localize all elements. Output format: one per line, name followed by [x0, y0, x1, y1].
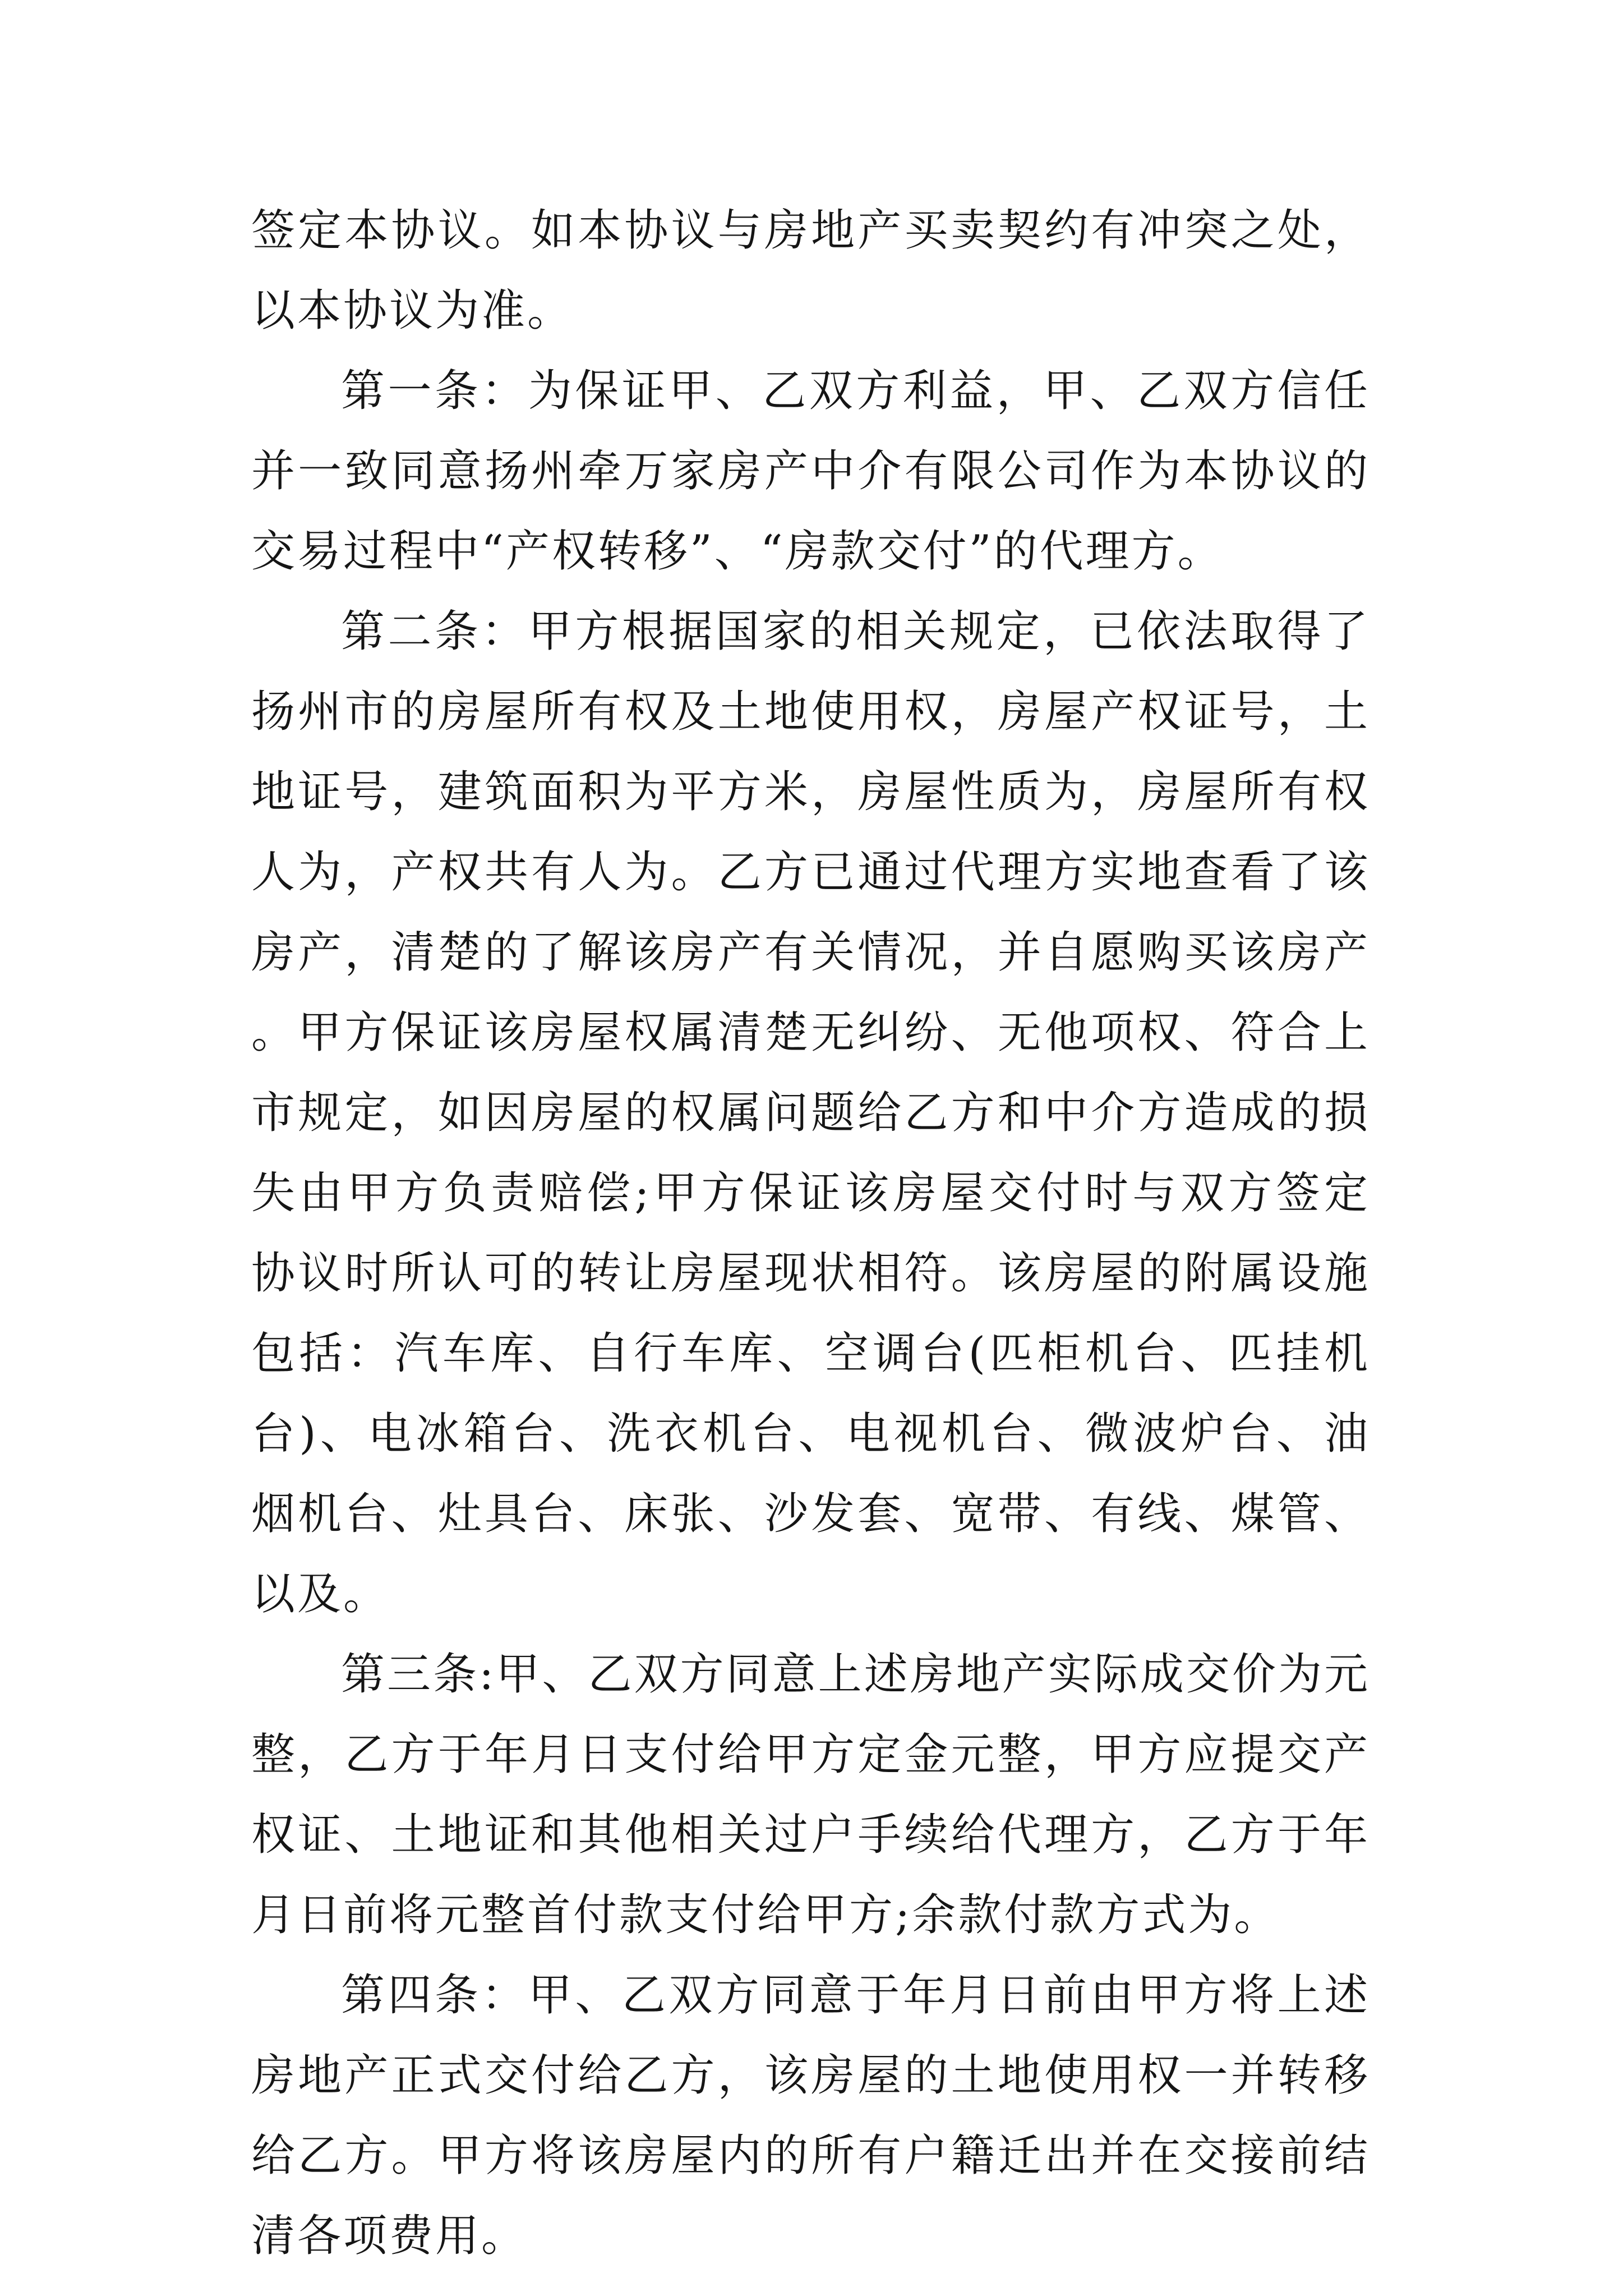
paragraph-article-3: 第三条:甲、乙双方同意上述房地产实际成交价为元整，乙方于年月日支付给甲方定金元整，甲方应提交产权证、土地证和其他相关过户手续给代理方，乙方于年月日前将元整首付款支付给甲方;余款付款方式为。 [251, 1649, 1370, 1940]
document-body [251, 191, 1370, 2276]
paragraph-article-1: 第一条：为保证甲、乙双方利益，甲、乙双方信任并一致同意扬州牵万家房产中介有限公司作为本协议的交易过程中“产权转移”、“房款交付”的代理方。 [251, 366, 1370, 577]
paragraph-continuation: 签定本协议。如本协议与房地产买卖契约有冲突之处，以本协议为准。 [251, 205, 1370, 336]
paragraph-article-4: 第四条：甲、乙双方同意于年月日前由甲方将上述房地产正式交付给乙方，该房屋的土地使用权一并转移给乙方。甲方将该房屋内的所有户籍迁出并在交接前结清各项费用。 [251, 1970, 1370, 2261]
paragraph-article-2: 第二条：甲方根据国家的相关规定，已依法取得了扬州市的房屋所有权及土地使用权，房屋产权证号，土地证号，建筑面积为平方米，房屋性质为，房屋所有权人为，产权共有人为。乙方已通过代理方实地查看了该房产，清楚的了解该房产有关情况，并自愿购买该房产。甲方保证该房屋权属清楚无纠纷、无他项权、符合上市规定，如因房屋的权属问题给乙方和中介方造成的损失由甲方负责赔偿;甲方保证该房屋交付时与双方签定协议时所认可的转让房屋现状相符。该房屋的附属设施包括：汽车库、自行车库、空调台(匹柜机台、匹挂机台)、电冰箱台、洗衣机台、电视机台、微波炉台、油烟机台、灶具台、床张、沙发套、宽带、有线、煤管、以及。 [251, 606, 1370, 1619]
